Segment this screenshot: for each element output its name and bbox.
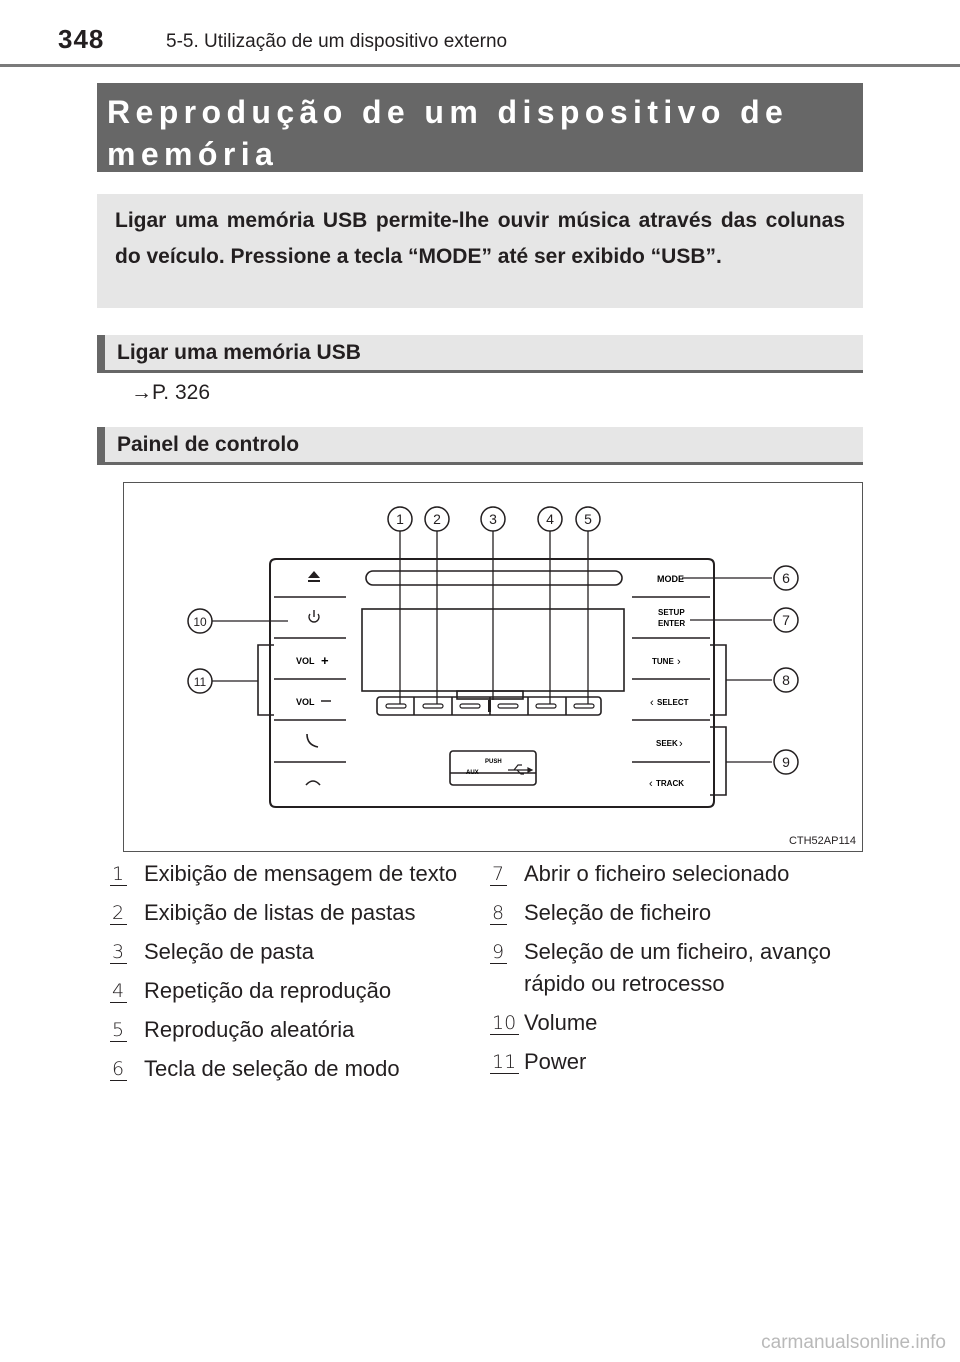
callout-8: 8	[782, 672, 790, 688]
legend-number: 8	[490, 902, 507, 925]
enter-button-label: ENTER	[658, 619, 686, 628]
callout-6: 6	[782, 570, 790, 586]
tune-button-label: TUNE	[652, 657, 674, 666]
legend-text: Power	[524, 1049, 587, 1074]
legend-text: Seleção de ficheiro	[524, 900, 712, 925]
setup-button-label: SETUP	[658, 608, 685, 617]
callout-3: 3	[489, 511, 497, 527]
legend-text: Exibição de listas de pastas	[144, 900, 416, 925]
chapter-title: 5-5. Utilização de um dispositivo externo	[166, 31, 508, 52]
callout-5: 5	[584, 511, 592, 527]
watermark: carmanualsonline.info	[761, 1332, 946, 1353]
page-title	[97, 83, 863, 172]
chevron-right-icon: ›	[679, 738, 683, 750]
legend-item	[110, 897, 470, 929]
callout-9: 9	[782, 754, 790, 770]
legend-text: Seleção de um ficheiro, avanço rápido ou retrocesso	[524, 939, 831, 996]
legend-item	[490, 1007, 860, 1039]
plus-icon: +	[321, 653, 329, 668]
legend-number: 2	[110, 902, 127, 925]
legend-item	[110, 1053, 470, 1085]
legend-item	[110, 975, 470, 1007]
legend-number: 3	[110, 941, 127, 964]
legend-item	[110, 936, 470, 968]
cd-slot-icon	[366, 571, 622, 585]
legend-item	[490, 1046, 860, 1078]
mode-button-label: MODE	[657, 574, 684, 584]
legend-text: Volume	[524, 1010, 598, 1035]
callout-2: 2	[433, 511, 441, 527]
legend-number: 10	[490, 1012, 519, 1035]
legend-text: Seleção de pasta	[144, 939, 315, 964]
seek-button-label: SEEK	[656, 739, 678, 748]
chevron-right-icon: ›	[677, 656, 681, 668]
header-rule	[0, 64, 960, 67]
intro-box: Ligar uma memória USB permite-lhe ouvir música através das colunas do veículo. Pressione a tecla “MODE” até ser exibido “USB”.	[97, 194, 863, 308]
legend-item	[490, 936, 860, 1000]
legend-number: 7	[490, 863, 507, 886]
callout-1: 1	[396, 511, 404, 527]
legend-number: 11	[490, 1051, 519, 1074]
legend-number: 4	[110, 980, 127, 1003]
control-panel-figure	[123, 482, 863, 852]
eject-icon	[308, 571, 320, 582]
phone-pickup-icon	[307, 734, 318, 747]
chevron-left-icon: ‹	[649, 778, 653, 790]
callout-10: 10	[193, 615, 207, 629]
legend-text: Reprodução aleatória	[144, 1017, 355, 1042]
page-number: 348	[58, 24, 105, 54]
legend-text: Repetição da reprodução	[144, 978, 392, 1003]
vol-up-label: VOL	[296, 656, 315, 666]
legend-text: Abrir o ficheiro selecionado	[524, 861, 790, 886]
callout-7: 7	[782, 612, 790, 628]
control-panel-diagram	[124, 483, 864, 853]
legend-item	[110, 858, 470, 890]
section-heading-panel: Painel de controlo	[97, 427, 863, 465]
legend-item	[490, 897, 860, 929]
callout-4: 4	[546, 511, 554, 527]
section-heading-connect: Ligar uma memória USB	[97, 335, 863, 373]
chevron-left-icon: ‹	[650, 697, 654, 709]
legend-column-right	[490, 858, 860, 1085]
legend-text: Exibição de mensagem de texto	[144, 861, 458, 886]
power-icon	[309, 610, 319, 622]
legend-number: 9	[490, 941, 507, 964]
legend-number: 5	[110, 1019, 127, 1042]
legend-item	[490, 858, 860, 890]
select-button-label: SELECT	[657, 698, 689, 707]
legend-number: 6	[110, 1058, 127, 1081]
legend-item	[110, 1014, 470, 1046]
page-title-line-1: Reprodução de um dispositivo de memória	[107, 94, 789, 172]
figure-code: CTH52AP114	[788, 835, 856, 847]
callout-11: 11	[193, 675, 207, 689]
legend-number: 1	[110, 863, 127, 886]
page-reference-link[interactable]: →P. 326	[131, 381, 211, 404]
legend-text: Tecla de seleção de modo	[144, 1056, 400, 1081]
aux-label: AUX	[466, 770, 479, 776]
vol-down-label: VOL	[296, 697, 315, 707]
phone-hangup-icon	[306, 781, 320, 785]
track-button-label: TRACK	[656, 779, 684, 788]
legend-column-left	[110, 858, 470, 1092]
push-label: PUSH	[485, 759, 502, 765]
